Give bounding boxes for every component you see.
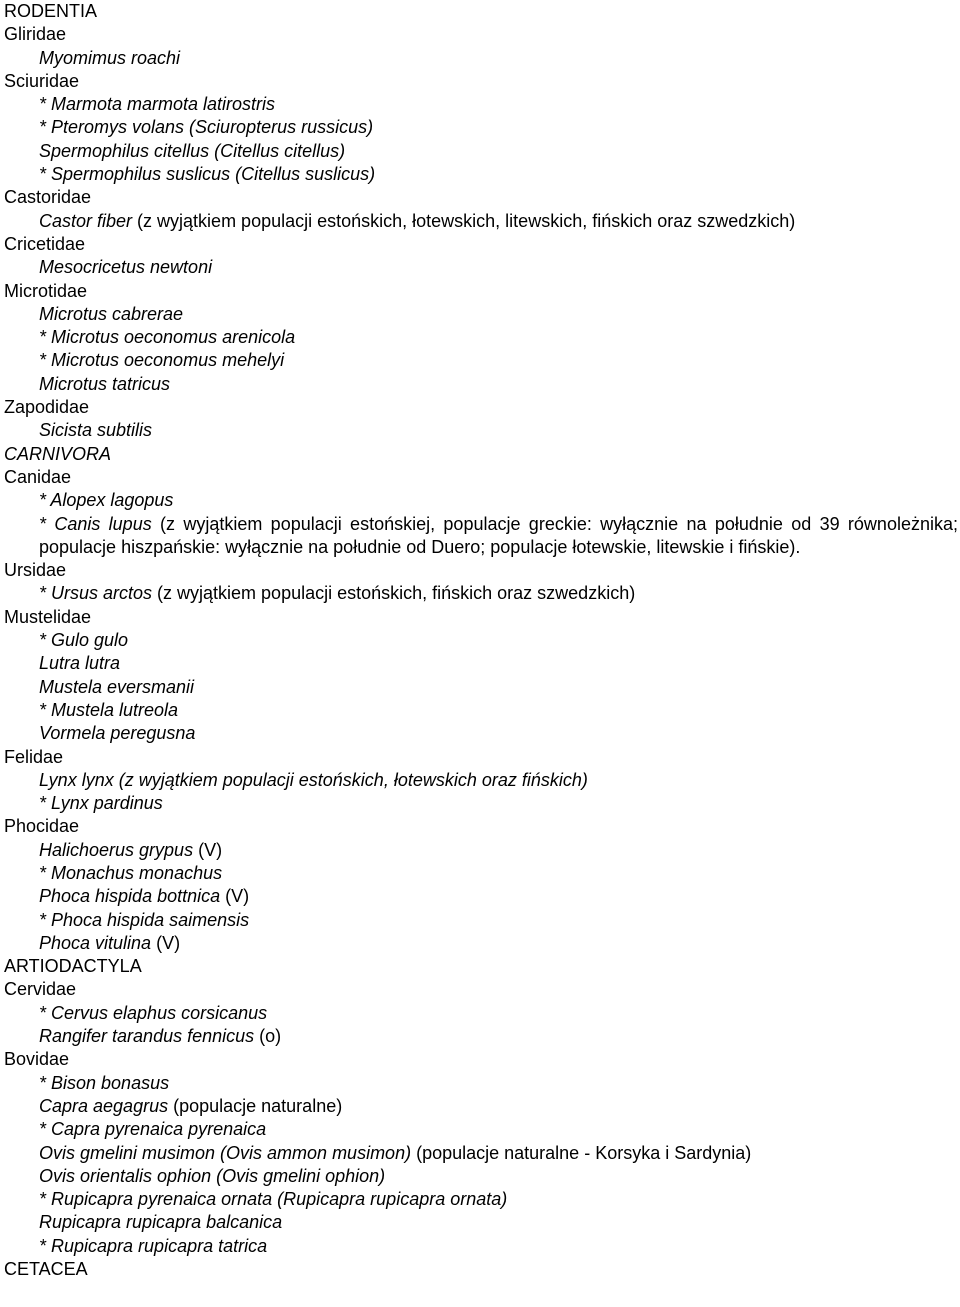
species-name: Lutra lutra [39, 653, 121, 674]
taxon-heading: Sciuridae [4, 70, 80, 91]
species-name: Microtus cabrerae [39, 303, 184, 324]
species-entry [4, 419, 960, 442]
species-entry [4, 373, 960, 396]
species-note: (z wyjątkiem populacji estońskich, fińskich oraz szwedzkich) [152, 583, 636, 604]
species-entry [4, 303, 960, 326]
species-name: * Gulo gulo [39, 630, 129, 651]
species-entry [4, 1095, 960, 1118]
species-name: Vormela peregusna [39, 723, 196, 744]
species-entry [4, 93, 960, 116]
species-name: Phoca hispida bottnica [39, 886, 221, 907]
species-name: Rangifer tarandus fennicus [39, 1026, 255, 1047]
species-entry [4, 769, 960, 792]
species-entry [4, 1142, 960, 1165]
species-entry [4, 256, 960, 279]
species-note: (V) [220, 886, 250, 907]
species-name: Mustela eversmanii [39, 676, 195, 697]
taxon-heading: Microtidae [4, 280, 88, 301]
species-name: * Rupicapra pyrenaica ornata (Rupicapra rupicapra ornata) [39, 1189, 508, 1210]
species-name: * Phoca hispida saimensis [39, 909, 250, 930]
species-name: Sicista subtilis [39, 420, 153, 441]
species-note: (V) [151, 932, 181, 953]
species-entry [4, 1118, 960, 1141]
species-name: * Cervus elaphus corsicanus [39, 1002, 268, 1023]
species-entry [4, 676, 960, 699]
species-entry [4, 1165, 960, 1188]
species-name: * Rupicapra rupicapra tatrica [39, 1235, 268, 1256]
taxon-heading: CETACEA [4, 1259, 88, 1280]
species-name: Microtus tatricus [39, 373, 171, 394]
species-name: Capra aegagrus [39, 1095, 169, 1116]
taxon-heading: Mustelidae [4, 606, 92, 627]
species-entry [4, 932, 960, 955]
species-entry [4, 489, 960, 512]
species-entry [4, 862, 960, 885]
species-name: Ovis gmelini musimon (Ovis ammon musimon) [39, 1142, 412, 1163]
species-name: * Monachus monachus [39, 862, 223, 883]
species-entry [4, 1211, 960, 1234]
species-name: Phoca vitulina [39, 932, 152, 953]
species-name: Myomimus roachi [39, 47, 181, 68]
species-name: * Canis lupus [39, 513, 152, 534]
species-entry [4, 163, 960, 186]
taxon-heading: Phocidae [4, 816, 80, 837]
species-name: * Spermophilus suslicus (Citellus suslicus) [39, 164, 376, 185]
species-entry [4, 792, 960, 815]
species-note: (z wyjątkiem populacji estońskiej, populacje greckie: wyłącznie na południe od 39 równoleżnika; populacje hiszpańskie: wyłącznie na południe od Duero; populacje łotewskie, litewskie i fińskie). [39, 513, 958, 557]
species-entry [4, 629, 960, 652]
species-entry [4, 1235, 960, 1258]
species-name: Spermophilus citellus (Citellus citellus) [39, 140, 346, 161]
species-entry [4, 210, 960, 233]
species-note: (o) [254, 1026, 282, 1047]
taxon-heading: Cervidae [4, 979, 77, 1000]
species-entry-paragraph [4, 513, 960, 560]
species-name: * Mustela lutreola [39, 699, 179, 720]
species-entry [4, 140, 960, 163]
species-note: (z wyjątkiem populacji estońskich, łotewskich, litewskich, fińskich oraz szwedzkich) [132, 210, 796, 231]
species-entry [4, 47, 960, 70]
species-entry [4, 885, 960, 908]
species-name: Castor fiber [39, 210, 133, 231]
species-entry [4, 1025, 960, 1048]
species-entry [4, 326, 960, 349]
species-entry [4, 699, 960, 722]
taxon-heading: Ursidae [4, 560, 67, 581]
taxon-heading: CARNIVORA [4, 443, 112, 464]
taxon-heading: Canidae [4, 466, 72, 487]
taxon-heading: Castoridae [4, 187, 92, 208]
taxon-heading: Bovidae [4, 1049, 70, 1070]
species-entry [4, 1002, 960, 1025]
taxon-heading: ARTIODACTYLA [4, 956, 142, 977]
species-name: * Marmota marmota latirostris [39, 94, 276, 115]
species-name: Mesocricetus newtoni [39, 257, 213, 278]
species-entry [4, 839, 960, 862]
species-entry [4, 722, 960, 745]
species-entry [4, 582, 960, 605]
species-entry [4, 116, 960, 139]
taxon-heading: Felidae [4, 746, 64, 767]
species-entry [4, 909, 960, 932]
species-name: * Ursus arctos [39, 583, 153, 604]
taxon-heading: Gliridae [4, 24, 67, 45]
taxon-heading: RODENTIA [4, 1, 98, 21]
species-note: (populacje naturalne - Korsyka i Sardynia) [411, 1142, 752, 1163]
species-note: (V) [193, 839, 223, 860]
species-name: Ovis orientalis ophion (Ovis gmelini ophion) [39, 1165, 386, 1186]
species-name: * Bison bonasus [39, 1072, 170, 1093]
species-note: (populacje naturalne) [168, 1095, 343, 1116]
species-name: * Pteromys volans (Sciuropterus russicus) [39, 117, 374, 138]
species-name: * Lynx pardinus [39, 793, 163, 814]
species-entry [4, 1072, 960, 1095]
species-entry [4, 1188, 960, 1211]
taxon-heading: Cricetidae [4, 233, 86, 254]
species-name: Rupicapra rupicapra balcanica [39, 1212, 283, 1233]
taxon-heading: Zapodidae [4, 397, 90, 418]
species-name: * Alopex lagopus [39, 490, 174, 511]
species-name: * Capra pyrenaica pyrenaica [39, 1119, 267, 1140]
species-entry [4, 652, 960, 675]
species-name: * Microtus oeconomus arenicola [39, 327, 296, 348]
species-name: * Microtus oeconomus mehelyi [39, 350, 285, 371]
species-name: Halichoerus grypus [39, 839, 194, 860]
species-entry [4, 349, 960, 372]
species-name: Lynx lynx (z wyjątkiem populacji estońskich, łotewskich oraz fińskich) [39, 769, 588, 790]
